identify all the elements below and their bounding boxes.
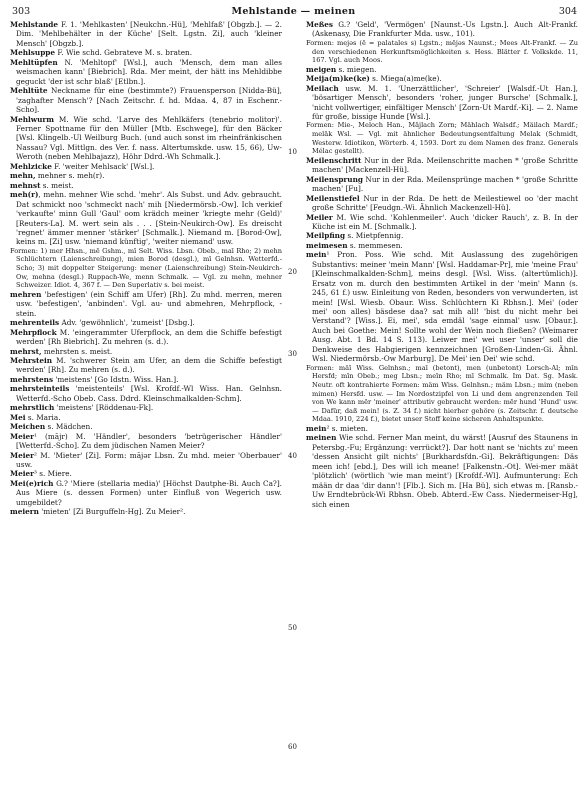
dictionary-entry — [10, 318, 282, 327]
dictionary-entry — [10, 328, 282, 347]
entry-headword: meh(r) — [10, 190, 39, 200]
entry-headword: Meilenschritt — [306, 155, 362, 165]
entry-headword: mehrenteils — [10, 318, 60, 328]
dictionary-entry — [306, 250, 578, 363]
entry-text: ¹ Pron. Poss. Wie schd. Mit Auslassung des zugehörigen Substantivs: meiner 'mein Mann' [Wsl. Haddamar-Pr], mie 'meine Frau' [Kleinschmalkalden-Schm], meins desgl. [Wsl. Wiss. (altertümlich)]. Ersatz von m. durch den bestimmten Artikel in der 'mein' Mann (s. 245, 61 f.) usw. Einleitung von Reden, besonders von verwunderten, ist mein! [Wsl. Wiesb. Obaur. Wiss. Schlüchtern Ki Rbhsn.]. Mei' (oder mei' oon alles) bäsdese daa? sat mih all! 'bist du nicht mehr bei Verstand'? [Wiss.]. Ei, mei', sda emdäl 'sage einmal' usw. [Obaur.]. Auch bei Goethe: Mein! Sollte wohl der Wein noch fließen? (Weimarer Ausg. Abt. 1 Bd. 14 S. 113). Leiwer mei' wei user 'unser' soll die Denkweise des Habgierigen kennzeichnen [Großen-Linden-Gi. Ähnl. Wsl. Niedermörsb.-Ow Marburg]. De Mei' ien Dei' wie schd. — [312, 250, 578, 364]
dictionary-entry — [10, 356, 282, 375]
dictionary-entry — [10, 20, 282, 48]
page-number-right: 304 — [558, 6, 577, 17]
entry-headword: Mehlstande — [10, 20, 59, 29]
entry-text: s. miegen. — [336, 64, 377, 74]
dictionary-entry — [10, 115, 282, 162]
entry-text: F. 'weiter Mehlsack' [Wsl.]. — [51, 161, 155, 171]
dictionary-entry — [10, 384, 282, 403]
dictionary-entry — [10, 413, 282, 422]
entry-headword: mehrstens — [10, 374, 54, 384]
dictionary-entry — [306, 433, 578, 509]
dictionary-entry — [10, 507, 282, 516]
entry-text: Neckname für eine (bestimmte?) Frauensperson [Nidda-Bü], 'zaghafter Mensch'? [Nach Zeitschr. f. hd. Mdaa. 4, 87 in Eschenr.-Scho]. — [16, 86, 282, 115]
entry-text: , mehn. mehner Wie schd. 'mehr'. Als Subst. und Adv. gebraucht. Dat schmickt noo 'schmeckt nach' mih [Niedermörsb.-Ow]. Ich verkief 'verkaufte' minn Gull 'Gaul' oom krädch meiner 'kriegte mehr (Geld)' [Reuters-La]. M. wert sein als . . . [Stein-Neukirch-Ow]. Es dreischt 'regnet' ämmer menner 'stärker' [Schmalk.]. Niemand m. [Borod-Ow], keins m. [Zi] usw. 'niemand künftig', 'weiter niemand' usw. — [16, 190, 282, 247]
entry-headword: mehnst — [10, 180, 41, 190]
entry-text: M. Wie schd. 'Kohlenmeiler'. Auch 'dicker Rauch', z. B. In der Küche ist ein M. [Schmalk.]. — [312, 212, 578, 231]
entry-headword: Mehrpflock — [10, 327, 57, 337]
dictionary-entry — [306, 121, 578, 155]
entry-text: s. Maria. — [25, 412, 61, 422]
line-number: 10 — [288, 148, 297, 156]
dictionary-entry — [10, 469, 282, 478]
entry-headword: Meier — [10, 450, 34, 460]
entry-headword: meimesen — [306, 240, 348, 250]
dictionary-entry — [10, 432, 282, 451]
line-number: 20 — [288, 268, 297, 276]
entry-headword: meigen — [306, 64, 337, 74]
entry-headword: mein — [306, 250, 327, 260]
entry-text: ¹ (mājr) M. 'Händler', besonders 'betrügerischer Händler' [Wetterfd.-Scho]. Zu dem jüdischen Namen Meier? — [16, 431, 282, 451]
entry-headword: mehren — [10, 289, 42, 299]
entry-text: G.? 'Miere (stellaria media)' [Höchst Dautphe-Bi. Auch Ca?]. Aus Miere (s. dessen Formen) unter Einfluß von Wegerich usw. umgebildet? — [16, 478, 282, 507]
line-number: 40 — [288, 452, 297, 460]
entry-text: ³ s. Miere. — [33, 469, 72, 479]
dictionary-entry — [10, 58, 282, 86]
entry-headword: mehn, — [10, 171, 36, 181]
entry-text: M. Wie schd. 'Larve des Mehlkäfers (tenebrio molitor)'. Ferner Spottname für den Müller [Mtb. Eschwege], für den Bäcker [Wsl. Klingelb.-Ul Weilburg Buch. (und auch sonst im rheinfränkischen Nassau? Vgl. Mittlgn. des Ver. f. nass. Altertumskde. usw. 15, 66), Uw-Weroth (neben Mehlbajazz), Höhr Ddrd.-Wh Schmalk.]. — [16, 114, 282, 162]
entry-text: N. 'Mehltopf' [Wsl.], auch 'Mensch, dem man alles weismachen kann' [Biebrich]. Rda. Mer meint, der hätt ins Mehldibbe geguckt 'der ist schr blaß' [Etlbn.]. — [16, 57, 282, 86]
entry-text: mehrsten s. meist. — [41, 346, 113, 356]
entry-text: Adv. 'gewöhnlich', 'zumeist' [Dsbg.]. — [59, 318, 195, 328]
entry-headword: Meier — [10, 431, 34, 441]
entry-text: Nur in der Rda. Meilenschritte machen * 'große Schritte machen' [Mackenzell-Hü]. — [312, 155, 578, 175]
entry-headword: Meilenstiefel — [306, 193, 360, 203]
dictionary-entry — [10, 422, 282, 431]
page-number-left: 303 — [12, 6, 31, 17]
dictionary-entry — [306, 364, 578, 424]
line-number: 30 — [288, 350, 297, 358]
entry-headword: Mehlwurm — [10, 114, 54, 124]
entry-headword: Mehlzicke — [10, 161, 52, 171]
entry-text: s. meist. — [40, 180, 74, 190]
entry-headword: meinen — [306, 433, 337, 443]
entry-text: ² M. 'Mieter' [Zi]. Form: mājər Lbsn. Zu mhd. meier 'Oberbauer' usw. — [16, 450, 282, 469]
dictionary-entry — [10, 403, 282, 412]
entry-text: s. Miega(a)me(ke). — [369, 74, 442, 84]
entry-headword: Meichen — [10, 422, 46, 432]
entry-headword: Mehltüpfen — [10, 57, 58, 67]
entry-text: Nur in der Rda. Meilensprünge machen * 'große Schritte machen' [Fu]. — [312, 174, 578, 194]
page-header — [0, 6, 587, 20]
entry-headword: Meßes — [306, 20, 334, 29]
dictionary-entry — [10, 48, 282, 57]
entry-headword: mehrstlich — [10, 403, 55, 413]
entry-text: ² s. mieten. — [326, 423, 368, 433]
entry-text: Formen: mejəs (ē = palatales s) Lgstn.; mējəs Naunst.; Mees Alt-Frankf. — Zu den verschiedenen Herkunftsmöglichkeiten s. Hess. Blätter f. Volkskde. 11, 167. Vgl. auch Moos. — [306, 38, 578, 65]
entry-text: s. Mietpfennig. — [345, 231, 404, 241]
dictionary-entry — [306, 156, 578, 175]
dictionary-entry — [10, 86, 282, 114]
entry-headword: Mehltüte — [10, 86, 48, 96]
entry-text: 'meistenteils' [Wsl. Krofdf.-Wl Wiss. Han. Gelnhsn. Wetterfd.-Scho Obeb. Cass. Ddrd. Kleinschmalkalden-Schm]. — [16, 384, 282, 403]
entry-headword: Meilensprung — [306, 174, 363, 184]
dictionary-entry — [10, 451, 282, 470]
entry-text: 'meistens' [Röddenau-Fk]. — [54, 403, 154, 413]
entry-headword: Meija(m)ke(ke) — [306, 74, 370, 84]
entry-text: s. memmesen. — [347, 240, 403, 250]
entry-headword: mehrst, — [10, 346, 42, 356]
dictionary-entry — [10, 375, 282, 384]
dictionary-entry — [306, 231, 578, 240]
entry-text: 'meistens' [Go Idstn. Wiss. Han.]. — [53, 374, 179, 384]
dictionary-entry — [306, 213, 578, 232]
entry-headword: Meier — [10, 469, 34, 479]
dictionary-entry — [10, 190, 282, 247]
line-number: 60 — [288, 743, 297, 751]
entry-headword: mein — [306, 423, 327, 433]
dictionary-entry — [306, 424, 578, 433]
dictionary-entry — [306, 84, 578, 122]
entry-text: F. 1. 'Mehlkasten' [Neukchn.-Hü], 'Mehlfaß' [Obgzb.]. — 2. Dim. 'Mehlbehälter in der Küche' [Selt. Lgstn. Zi], auch 'kleiner Mensch' [Obgzb.]. — [16, 20, 282, 48]
dictionary-entry — [10, 290, 282, 318]
dictionary-entry — [306, 241, 578, 250]
line-number: 50 — [288, 624, 297, 632]
entry-headword: Meiler — [306, 212, 333, 222]
dictionary-entry — [306, 65, 578, 74]
dictionary-entry — [10, 479, 282, 507]
entry-text: Nur in der Rda. De hett de Meilestiewel oo 'der macht große Schritte' [Feudgn.-Wi. Ähnlich Mackenzell-Hü]. — [312, 193, 578, 213]
dictionary-entry — [306, 20, 578, 39]
dictionary-entry — [10, 347, 282, 356]
entry-headword: Mei(e)rich — [10, 478, 54, 488]
entry-text: Formen: mäī Wiss. Gelnhsn.; maī (betont), men (unbetont) Lorsch-Al; mīn Hersfd; mīn Obeb.; meg Lbsn.; meīn Rho; mī Schmalk. Im Dat. Sg. Mask. Neutr. oft kontrahierte Formen: mäm Wiss. Gelnhsn.; mäm Lbsn.; mim (neben mimen) Hersfd. usw. — Im Nordostzipfel von Li und dem angrenzenden Teil von We kann mēr 'meiner' attributiv gebraucht werden: mēr hund 'Hund' usw. — Dafür, daß mein! (s. Z. 34 f.) nicht hierher gehöre (s. Zeitschr. f. deutsche Mdaa. 1910, 224 f.), bietet unser Stoff keine sicheren Anhaltspunkte. — [306, 363, 578, 424]
entry-text: M. 'schwerer Stein am Ufer, an dem die Schiffe befestigt werden' [Rh]. Zu mehren (s. d.). — [16, 356, 282, 375]
entry-text: M. 'eingerammter Uferpflock, an dem die Schiffe befestigt werden' [Rh Biebrich]. Zu mehren (s. d.). — [16, 327, 282, 347]
dictionary-entry — [306, 175, 578, 194]
right-column — [306, 20, 578, 509]
entry-text: s. Mädchen. — [45, 422, 93, 432]
dictionary-entry — [10, 247, 282, 290]
entry-text: Formen: 1) mer Hhsn., mē Gshm., mī Selt. Wiss. Lbsn. Obeb., maī Rho; 2) mehn Schlüchtern (Laienschreibung), mien Borod (desgl.), mī Gelnhsn. Wetterfd.-Scho; 3) mit doppelter Steigerung: mener (Laienschreibung) Stein-Neukirch-Ow, mehna (desgl.) Ruppach-We, menn Schmalk. — Vgl. zu mehn, mehner Schweizer. Idiot. 4, 367 f. — Den Superlativ s. bei meist. — [10, 246, 282, 290]
entry-headword: Mehlsuppe — [10, 48, 56, 58]
entry-headword: Mei — [10, 412, 26, 422]
dictionary-entry — [306, 194, 578, 213]
entry-text: G.? 'Geld', 'Vermögen' [Naunst.-Us Lgstn.]. Auch Alt-Frankf. (Askenasy, Die Frankfurter Mda. usw., 101). — [312, 20, 578, 39]
dictionary-entry — [306, 74, 578, 83]
dictionary-entry — [10, 162, 282, 171]
entry-text: 'mieten' [Zi Burguffeln-Hg]. Zu Meier². — [38, 507, 186, 517]
entry-headword: Meilpfing — [306, 231, 346, 241]
entry-text: 'befestigen' (ein Schiff am Ufer) [Rh]. Zu mhd. merren, meren usw. 'befestigen', 'anbinden'. Vgl. au- und abmehren, Mehrpflock, -stein. — [16, 289, 282, 318]
dictionary-entry — [306, 39, 578, 65]
entry-text: Formen: Mie-, Meloch Han., Mājlach Zorn; Mählach Walsdf.; Mäilach Mardf.; melāk Wsl. — Vgl. mit ähnlicher Bedeutungsentfaltung Melak (Schmidt, Westerw. Idiotikon, Wörterb. 4, 1593. Dort zu dem Namen des franz. Generals Mélac gestellt). — [306, 121, 578, 156]
entry-headword: meiern — [10, 507, 39, 517]
running-title: Mehlstande — meinen — [231, 6, 356, 17]
entry-text: Wie schd. Ferner Man meint, du wärst! [Ausruf des Staunens in Petersbg.-Fu; Ergänzung: verrückt?]. Dar hott nant se 'nichts zu' meen 'dessen Ansicht gilt nichts' [Burkhardsfdn.-Gi]. Bekräftigungen: Däs meen ich! [ebd.], Des will ich meane! [Falkenstn.-Ot]. Wei-mer määt 'plötzlich' (wörtlich 'wie man meint') [Krofdf.-Wl]. Aufmunterung: Ech mään dr daa 'dir dann'! [Flb.]. Sich m. [Ha Bü], sich etwas m. [Ransb.-Uw Erndtebrück-Wi Rbhsn. Obeb. Abterd.-Ew Cass. Niedermeiser-Hg], sich einen — [312, 433, 578, 509]
dictionary-entry — [10, 181, 282, 190]
entry-text: F. Wie schd. Gebrateve M. s. braten. — [55, 48, 193, 58]
entry-headword: Meilach — [306, 83, 339, 93]
entry-text: mehner s. meh(r). — [35, 171, 105, 181]
left-column — [10, 20, 282, 517]
dictionary-entry — [10, 171, 282, 180]
entry-headword: Mehrstein — [10, 356, 53, 366]
entry-text: usw. M. 1. 'Unerzättlicher', 'Schreier' [Walsdf.-Ut Han.], 'bösartiger Mensch', besonders 'roher, junger Bursche' [Schmalk.], 'nicht vollwertiger, einfältiger Mensch' [Zorn-Ut Mardf.-Ki]. — 2. Name für große, bissige Hunde [Wsl.]. — [312, 83, 578, 121]
entry-headword: mehrsteinteils — [10, 384, 70, 394]
